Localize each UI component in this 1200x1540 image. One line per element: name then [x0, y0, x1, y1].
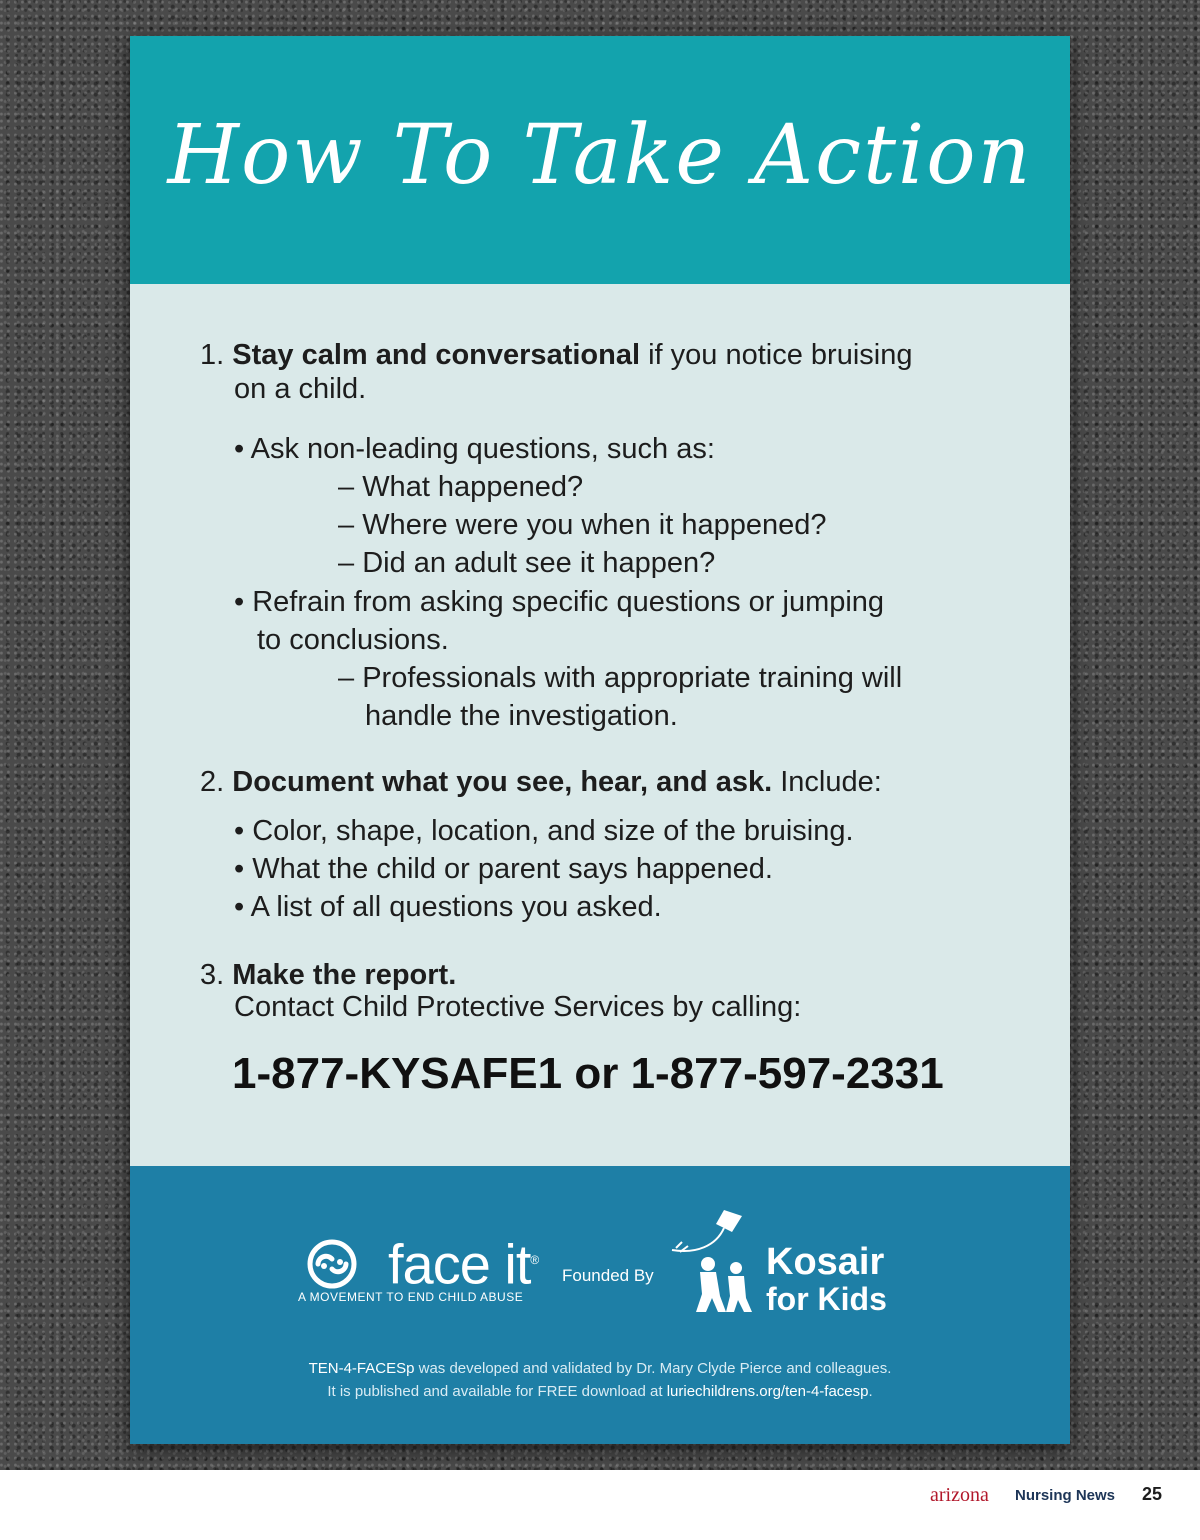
step2-bullet-2: • What the child or parent says happened.: [234, 852, 773, 886]
credit-url: luriechildrens.org/ten-4-facesp: [666, 1383, 869, 1400]
cps-phone-number: 1-877-KYSAFE1 or 1-877-597-2331: [232, 1049, 944, 1098]
face-it-tagline: A MOVEMENT TO END CHILD ABUSE: [298, 1290, 524, 1304]
credit-brand: TEN-4-FACESp: [308, 1360, 415, 1377]
magazine-footer: [0, 1470, 1200, 1540]
page-number: 25: [1142, 1484, 1163, 1504]
step3-text: Contact Child Protective Services by calling:: [234, 991, 802, 1023]
step1-text: if you notice bruising: [648, 339, 913, 371]
magazine-name: arizona: [930, 1484, 989, 1506]
magazine-subtitle: Nursing News: [1015, 1487, 1116, 1504]
kosair-for-kids: for Kids: [766, 1281, 887, 1317]
face-it-registered-mark: ®: [530, 1253, 539, 1267]
credit-line-1: TEN-4-FACESp was developed and validated by Dr. Mary Clyde Pierce and colleagues.: [308, 1360, 892, 1377]
step1-bullet2-item: – Professionals with appropriate training will: [338, 661, 902, 695]
step1-line1: [200, 338, 912, 372]
credit-line-2: It is published and available for FREE download at luriechildrens.org/ten-4-facesp.: [327, 1383, 873, 1400]
step1-bullet2-line2: to conclusions.: [257, 624, 449, 656]
kosair-name: Kosair: [766, 1241, 885, 1283]
step1-question-3: – Did an adult see it happen?: [338, 546, 715, 580]
step1-line2: on a child.: [234, 373, 367, 405]
step1-question-2: – Where were you when it happened?: [338, 508, 827, 542]
founded-by-label: Founded By: [562, 1266, 654, 1285]
step1-bullet2: • Refrain from asking specific questions or jumping: [234, 585, 884, 619]
step1-heading: Stay calm and conversational: [232, 339, 641, 371]
step2-text: Include:: [780, 766, 882, 798]
step1-number: 1.: [200, 339, 225, 371]
face-it-logo-icon: [294, 1238, 370, 1290]
step3-line1: [200, 958, 456, 992]
step2-bullet-1: • Color, shape, location, and size of the bruising.: [234, 814, 854, 848]
step2-line1: [200, 765, 882, 799]
action-card: [130, 36, 1070, 1444]
kite-children-icon: [666, 1206, 766, 1318]
face-it-name: face it®: [388, 1232, 539, 1296]
step3-heading: Make the report.: [232, 959, 457, 991]
step2-heading: Document what you see, hear, and ask.: [232, 766, 773, 798]
card-title: How To Take Action: [167, 108, 1033, 203]
step2-number: 2.: [200, 766, 225, 798]
step2-bullet-3: • A list of all questions you asked.: [234, 890, 662, 924]
step3-number: 3.: [200, 959, 225, 991]
step1-question-1: – What happened?: [338, 470, 583, 504]
step1-bullet1: • Ask non-leading questions, such as:: [234, 432, 715, 466]
step1-bullet2-item-line2: handle the investigation.: [365, 700, 678, 732]
card-header: [130, 36, 1070, 284]
